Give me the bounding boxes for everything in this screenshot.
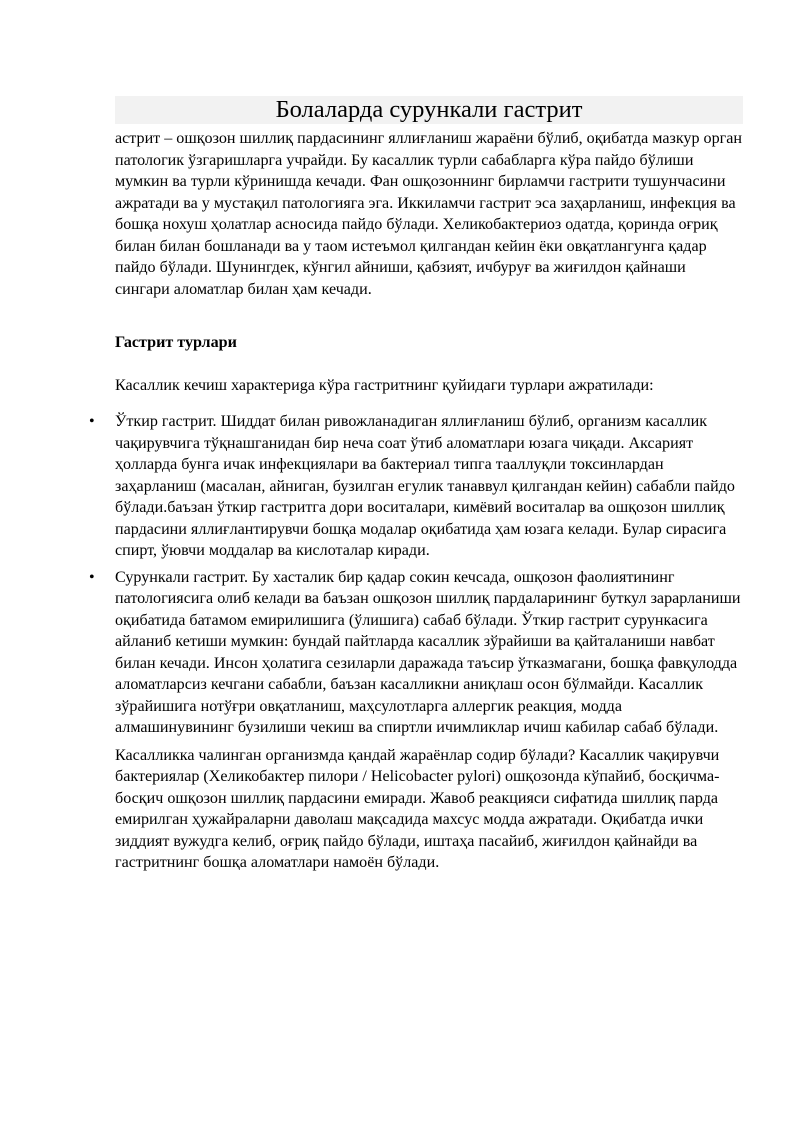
page-title: Болаларда сурункали гастрит bbox=[275, 96, 583, 123]
title-bar bbox=[115, 96, 743, 124]
lead-paragraph: Касаллик кечиш характериga кўра гастритнинг қуйидаги турлари ажратилади: bbox=[115, 376, 654, 394]
list-item-text: Ўткир гастрит. Шиддат билан ривожланадиган яллиғланиш бўлиб, организм касаллик чақирувчига тўқнашганидан бир неча соат ўтиб аломатлари юзага чиқади. Аксарият ҳолларда бунга ичак инфекциялари ва бактериал типга тааллуқли токсинлардан заҳарланиш (масалан, айниган, бузилган егулик танаввул қилгандан кейин) сабабли пайдо бўлади.баъзан ўткир гастритга дори воситалари, кимёвий воситалар ва ошқозон шиллиқ пардасини яллиғлантирувчи бошқа модалар оқибатида ҳам юзага келади. Булар сирасига спирт, ўювчи моддалар ва кислоталар киради. bbox=[115, 413, 735, 559]
gastritis-types-list bbox=[89, 411, 743, 739]
document-page bbox=[89, 96, 743, 874]
list-item-text: Сурункали гастрит. Бу хасталик бир қадар сокин кечсада, ошқозон фаолиятининг патологиясига олиб келади ва баъзан ошқозон шиллиқ пардаларининг буткул зарарланиши оқибатида батамом емирилишига (ўлишига) сабаб бўлади. Ўткир гастрит сурункасига айланиб кетиши мумкин: бундай пайтларда касаллик зўрайиши ва қайталаниши навбат билан кечади. Инсон ҳолатига сезиларли даражада таъсир ўтказмагани, бошқа фавқулодда аломатларсиз кечгани сабабли, баъзан касалликни аниқлаш осон бўлмайди. Касаллик зўрайишига нотўғри овқатланиш, маҳсулотларга аллергик реакция, модда алмашинувининг бузилиши чекиш ва спиртли ичимликлар ичиш кабилар сабаб бўлади. bbox=[115, 568, 741, 736]
bullet-icon: • bbox=[89, 413, 95, 430]
list-item bbox=[89, 567, 743, 739]
intro-paragraph: астрит – ошқозон шиллиқ пардасининг яллиғланиш жараёни бўлиб, оқибатда мазкур орган патологик ўзгаришларга учрайди. Бу касаллик турли сабабларга кўра пайдо бўлиши мумкин ва турли кўринишда кечади. Фан ошқозоннинг бирламчи гастрити тушунчасини ажратади ва у мустақил патологияга эга. Иккиламчи гастрит эса заҳарланиш, инфекция ва бошқа нохуш ҳолатлар асносида пайдо бўлади. Хеликобактериоз одатда, қоринда оғриқ билан билан бошланади ва у таом истеъмол қилгандан кейин ёки овқатлангунга қадар пайдо бўлади. Шунингдек, кўнгил айниши, қабзият, ичбуруғ ва жиғилдон қайнаши сингари аломатлар билан ҳам кечади. bbox=[115, 130, 742, 298]
list-item bbox=[89, 411, 743, 562]
bullet-icon: • bbox=[89, 568, 95, 586]
closing-paragraph: Касалликка чалинган организмда қандай жараёнлар содир бўлади? Касаллик чақирувчи бактериялар (Хеликобактер пилори / Helicobacter pylori) ошқозонда кўпайиб, босқичма-босқич ошқозон шиллиқ пардасини емиради. Жавоб реакцияси сифатида шиллиқ парда емирилган ҳужайраларни даволаш мақсадида махсус модда ажратади. Оқибатда ички зиддият вужудга келиб, оғриқ пайдо бўлади, иштаҳа пасайиб, жиғилдон қайнайди ва гастритнинг бошқа аломатлари намоён бўлади. bbox=[115, 746, 720, 871]
section-heading: Гастрит турлари bbox=[115, 334, 237, 351]
